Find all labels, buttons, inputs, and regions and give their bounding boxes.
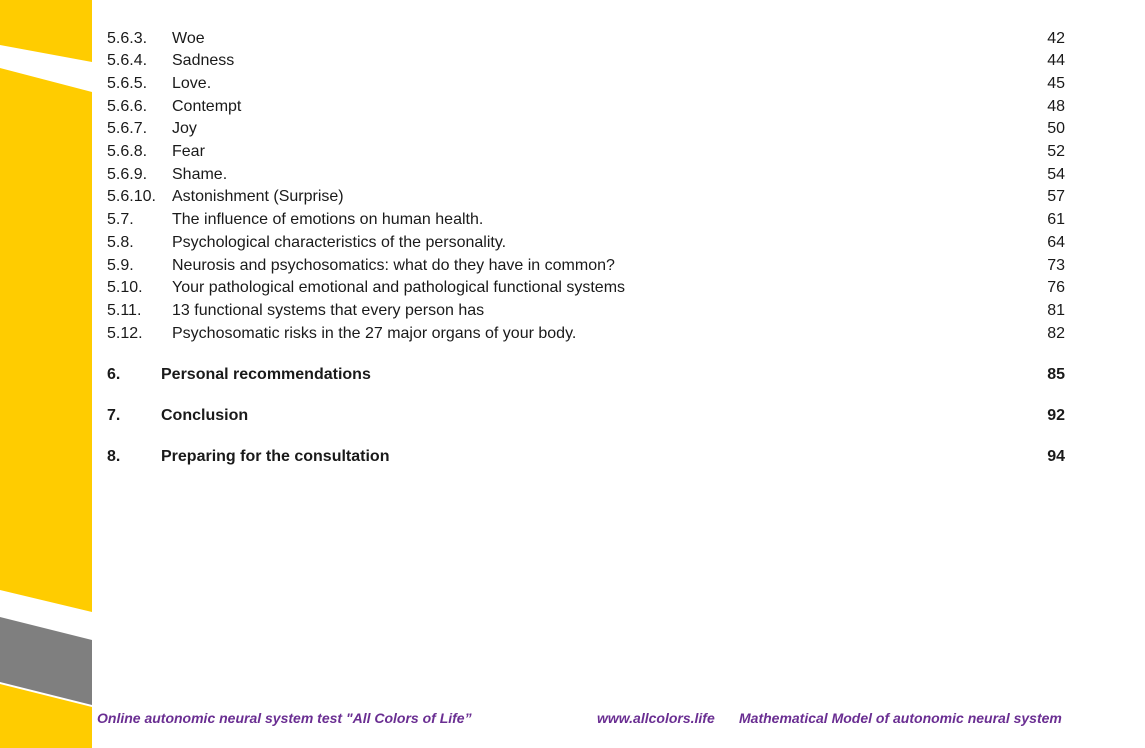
toc-chapter[interactable]: [0, 448, 1145, 470]
toc-entry[interactable]: [0, 257, 1145, 279]
toc-entry-title: Your pathological emotional and pathological functional systems: [172, 279, 626, 296]
toc-entry-page: 76: [1047, 279, 1065, 296]
toc-entry-title: Fear: [172, 143, 205, 160]
toc-entry-page: 44: [1047, 52, 1065, 69]
toc-entry-page: 57: [1047, 188, 1065, 205]
toc-entry-number: 5.6.7.: [107, 120, 148, 137]
toc-entry-page: 61: [1047, 211, 1065, 228]
toc-chapter-page: 94: [1047, 448, 1065, 465]
toc-entry[interactable]: [0, 52, 1145, 74]
toc-entry-number: 5.12.: [107, 325, 143, 342]
toc-entry[interactable]: [0, 120, 1145, 142]
toc-entry[interactable]: [0, 302, 1145, 324]
toc-entry-title: Sadness: [172, 52, 235, 69]
toc-entry-page: 45: [1047, 75, 1065, 92]
toc-entry-page: 42: [1047, 30, 1065, 47]
toc-entry-number: 5.6.9.: [107, 166, 148, 183]
toc-entry-title: 13 functional systems that every person has: [172, 302, 485, 319]
toc-entry[interactable]: [0, 30, 1145, 52]
toc-entry[interactable]: [0, 143, 1145, 165]
toc-chapter-title: Personal recommendations: [161, 366, 371, 383]
toc-entry-title: Psychosomatic risks in the 27 major organs of your body.: [172, 325, 577, 342]
toc-entry[interactable]: [0, 211, 1145, 233]
toc-entry-number: 5.6.4.: [107, 52, 148, 69]
toc-entry-number: 5.8.: [107, 234, 134, 251]
footer-test-name: Online autonomic neural system test "All Colors of Life”: [97, 710, 472, 726]
toc-entry-page: 73: [1047, 257, 1065, 274]
toc-entry-title: The influence of emotions on human health.: [172, 211, 484, 228]
toc-entry-title: Neurosis and psychosomatics: what do they have in common?: [172, 257, 615, 274]
toc-entry[interactable]: [0, 98, 1145, 120]
toc-entry[interactable]: [0, 75, 1145, 97]
toc-entry-title: Shame.: [172, 166, 228, 183]
toc-entry-number: 5.6.6.: [107, 98, 148, 115]
toc-entry-number: 5.6.5.: [107, 75, 148, 92]
toc-entry-page: 50: [1047, 120, 1065, 137]
toc-entry[interactable]: [0, 188, 1145, 210]
toc-entry-title: Woe: [172, 30, 205, 47]
toc-entry-number: 5.6.8.: [107, 143, 148, 160]
toc-entry-page: 54: [1047, 166, 1065, 183]
toc-entry-title: Love.: [172, 75, 212, 92]
toc-chapter-title: Conclusion: [161, 407, 249, 424]
toc-entry[interactable]: [0, 325, 1145, 347]
toc-entry-title: Astonishment (Surprise): [172, 188, 344, 205]
toc-chapter-number: 8.: [107, 448, 121, 465]
footer-website-link[interactable]: www.allcolors.life: [597, 710, 715, 726]
toc-entry[interactable]: [0, 166, 1145, 188]
footer-model-name: Mathematical Model of autonomic neural system: [739, 710, 1062, 726]
toc-entry-page: 48: [1047, 98, 1065, 115]
toc-entry-number: 5.6.3.: [107, 30, 148, 47]
toc-entry-title: Joy: [172, 120, 197, 137]
toc-entry-title: Contempt: [172, 98, 242, 115]
toc-entry-page: 52: [1047, 143, 1065, 160]
toc-chapter-number: 6.: [107, 366, 121, 383]
toc-entry-number: 5.11.: [107, 302, 142, 319]
toc-chapter-page: 85: [1047, 366, 1065, 383]
toc-entry-page: 64: [1047, 234, 1065, 251]
toc-chapter[interactable]: [0, 366, 1145, 388]
toc-entry-number: 5.10.: [107, 279, 143, 296]
toc-entry-number: 5.9.: [107, 257, 134, 274]
toc-entry-title: Psychological characteristics of the personality.: [172, 234, 507, 251]
toc-chapter[interactable]: [0, 407, 1145, 429]
toc-entry-number: 5.6.10.: [107, 188, 156, 205]
toc-entry-page: 82: [1047, 325, 1065, 342]
toc-entry[interactable]: [0, 234, 1145, 256]
toc-entry-page: 81: [1047, 302, 1065, 319]
toc-chapter-title: Preparing for the consultation: [161, 448, 390, 465]
toc-chapter-page: 92: [1047, 407, 1065, 424]
toc-entry[interactable]: [0, 279, 1145, 301]
toc-chapter-number: 7.: [107, 407, 121, 424]
toc-entry-number: 5.7.: [107, 211, 134, 228]
